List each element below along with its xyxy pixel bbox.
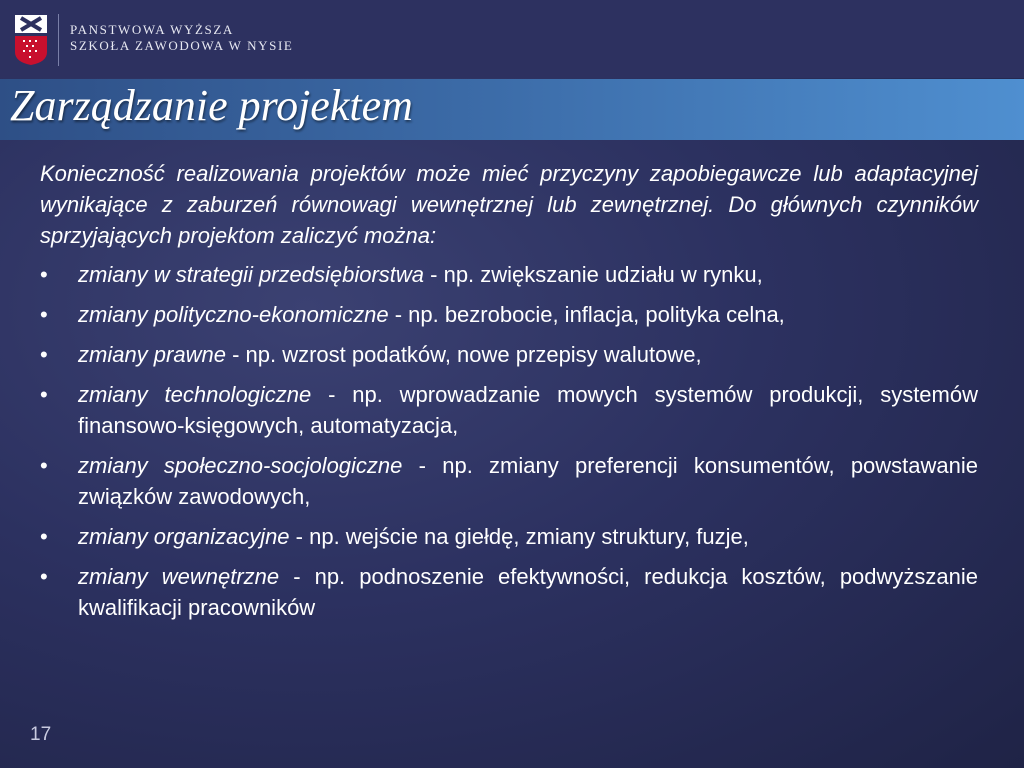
factor-term: zmiany w strategii przedsiębiorstwa xyxy=(78,262,425,287)
factor-description: - np. zwiększanie udziału w rynku, xyxy=(424,262,763,287)
intro-paragraph: Konieczność realizowania projektów może mieć przyczyny zapobiegawcze lub adaptacyjnej wynikające z zaburzeń równowagi wewnętrznej lub zewnętrznej. Do głównych czynników sprzyjających projektom zaliczyć można: xyxy=(40,161,978,248)
header-divider xyxy=(58,14,59,66)
bullet: • xyxy=(40,382,48,407)
bullet: • xyxy=(40,453,48,478)
school-crest-logo xyxy=(14,14,48,66)
factor-description: - np. bezrobocie, inflacja, polityka celna, xyxy=(388,302,785,327)
institution-name xyxy=(70,22,293,54)
factor-description: - np. zmiany preferencji konsumentów, powstawanie związków zawodowych, xyxy=(78,453,979,509)
factor-term: zmiany technologiczne xyxy=(78,382,312,407)
factor-description: - np. wejście na giełdę, zmiany struktury, fuzje, xyxy=(289,524,749,549)
list-item xyxy=(40,450,978,512)
header-bar xyxy=(0,0,1024,78)
list-item xyxy=(40,379,978,441)
factor-term: zmiany polityczno-ekonomiczne xyxy=(78,302,389,327)
slide-title: Zarządzanie projektem xyxy=(10,81,413,130)
factor-description: - np. wprowadzanie mowych systemów produkcji, systemów finansowo-księgowych, automatyzacja, xyxy=(78,382,978,438)
factor-description: - np. podnoszenie efektywności, redukcja kosztów, podwyższanie kwalifikacji pracowników xyxy=(78,564,979,620)
list-item xyxy=(40,561,978,623)
institution-line-1: PANSTWOWA WYŻSZA xyxy=(70,22,234,37)
slide-content xyxy=(40,158,978,632)
list-item xyxy=(40,259,978,290)
factor-term: zmiany wewnętrzne xyxy=(78,564,280,589)
factor-description: - np. wzrost podatków, nowe przepisy walutowe, xyxy=(225,342,702,367)
bullet: • xyxy=(40,262,48,287)
institution-line-2: SZKOŁA ZAWODOWA W NYSIE xyxy=(70,38,294,53)
factor-term: zmiany społeczno-socjologiczne xyxy=(78,453,403,478)
factor-term: zmiany prawne xyxy=(78,342,226,367)
factor-list xyxy=(40,259,978,623)
bullet: • xyxy=(40,524,48,549)
list-item xyxy=(40,299,978,330)
list-item xyxy=(40,339,978,370)
bullet: • xyxy=(40,302,48,327)
bullet: • xyxy=(40,564,48,589)
list-item xyxy=(40,521,978,552)
bullet: • xyxy=(40,342,48,367)
page-number: 17 xyxy=(30,724,52,745)
factor-term: zmiany organizacyjne xyxy=(78,524,290,549)
